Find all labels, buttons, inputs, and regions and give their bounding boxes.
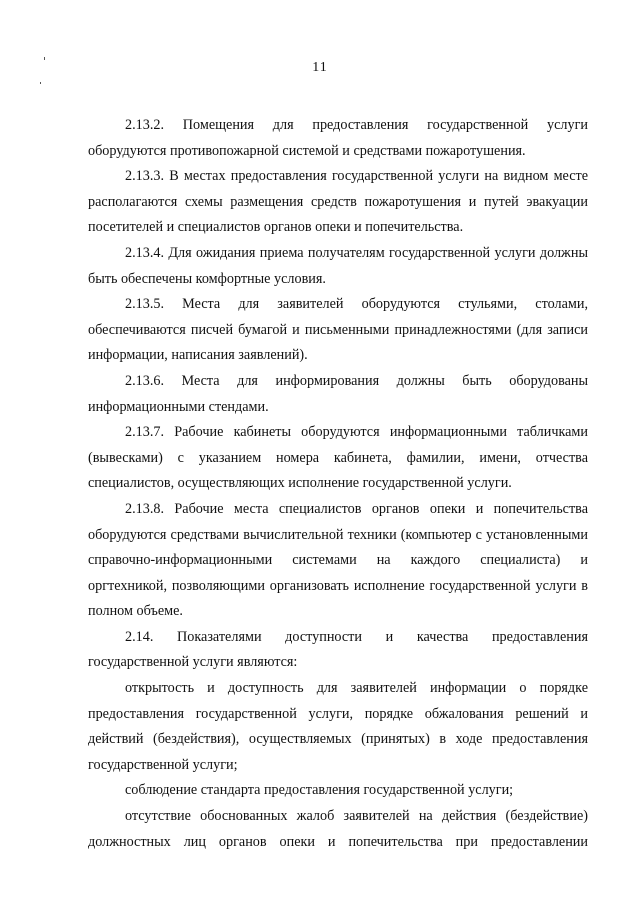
paragraph-2-13-7: 2.13.7. Рабочие кабинеты оборудуются информационными табличками (вывесками) с указанием номера кабинета, фамилии, имени, отчества специалистов, осуществляющих исполнение государственной услуги. (88, 424, 588, 492)
paragraph-2-13-2: 2.13.2. Помещения для предоставления государственной услуги оборудуются противопожарной системой и средствами пожаротушения. (88, 117, 588, 159)
paragraph-2-13-3: 2.13.3. В местах предоставления государственной услуги на видном месте располагаются схемы размещения средств пожаротушения и путей эвакуации посетителей и специалистов органов опеки и попечительства. (88, 168, 588, 236)
page-number: 11 (312, 60, 328, 75)
document-body (88, 113, 588, 855)
scan-speck (40, 82, 41, 84)
paragraph-2-14: 2.14. Показателями доступности и качества предоставления государственной услуги являются: (88, 628, 588, 671)
list-item-standard-compliance: соблюдение стандарта предоставления государственной услуги; (125, 782, 514, 799)
list-item-no-complaints: отсутствие обоснованных жалоб заявителей на действия (бездействие) должностных лиц органов опеки и попечительства при предоставлении (88, 808, 588, 850)
paragraph-2-13-5: 2.13.5. Места для заявителей оборудуются стульями, столами, обеспечиваются писчей бумагой и письменными принадлежностями (для записи информации, написания заявлений). (88, 296, 588, 364)
list-item-openness: открытость и доступность для заявителей информации о порядке предоставления государственной услуги, порядке обжалования решений и действий (бездействия), осуществляемых (принятых) в ходе предоставления государственной услуги; (88, 680, 588, 773)
paragraph-2-13-6: 2.13.6. Места для информирования должны быть оборудованы информационными стендами. (88, 372, 588, 415)
paragraph-2-13-8: 2.13.8. Рабочие места специалистов органов опеки и попечительства оборудуются средствами вычислительной техники (компьютер с установленными справочно-информационными системами на каждого специалиста) и оргтехникой, позволяющими организовать исполнение государственной услуги в полном объеме. (88, 500, 588, 620)
paragraph-2-13-4: 2.13.4. Для ожидания приема получателям государственной услуги должны быть обеспечены комфортные условия. (88, 244, 588, 287)
